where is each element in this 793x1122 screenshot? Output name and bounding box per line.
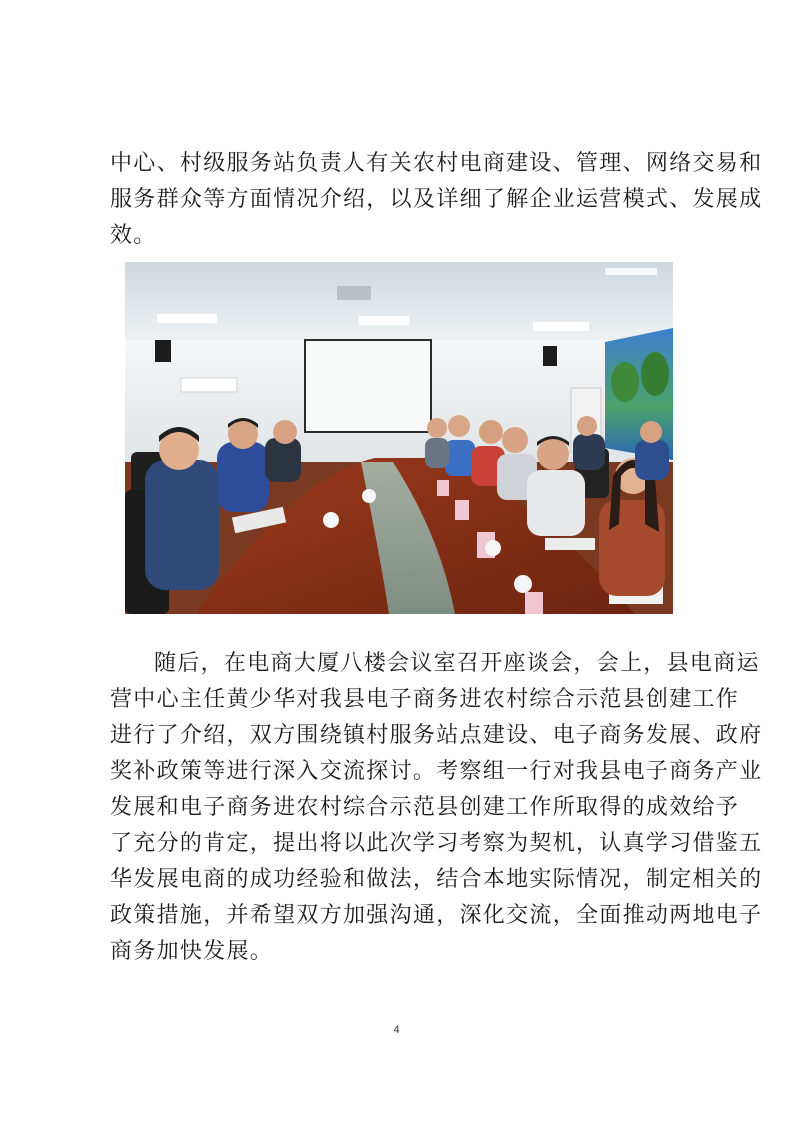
paragraph-line: 华发展电商的成功经验和做法，结合本地实际情况，制定相关的 — [110, 867, 763, 892]
page-number: 4 — [393, 1024, 400, 1036]
paragraph-line: 效。 — [110, 223, 157, 248]
projection-screen — [305, 340, 431, 432]
tea-cup — [514, 575, 532, 593]
meeting-room-illustration — [125, 262, 673, 614]
body-paragraph — [110, 646, 763, 970]
intro-paragraph — [110, 146, 763, 254]
paragraph-line: 随后，在电商大厦八楼会议室召开座谈会，会上，县电商运 — [154, 651, 760, 676]
speaker — [543, 346, 557, 366]
paragraph-line: 商务加快发展。 — [110, 939, 274, 964]
name-card — [455, 500, 469, 520]
paragraph-line: 进行了介绍，双方围绕镇村服务站点建设、电子商务发展、政府 — [110, 723, 763, 748]
paragraph-line: 发展和电子商务进农村综合示范县创建工作所取得的成效给予 — [110, 795, 740, 820]
meeting-photo — [125, 262, 673, 614]
tea-cup — [323, 512, 339, 528]
attendee — [425, 418, 449, 468]
ceiling-light — [359, 316, 409, 325]
paragraph-line: 了充分的肯定，提出将以此次学习考察为契机，认真学习借鉴五 — [110, 831, 763, 856]
paragraph-line: 服务群众等方面情况介绍，以及详细了解企业运营模式、发展成 — [110, 187, 763, 212]
name-card — [437, 480, 449, 496]
projector — [337, 286, 371, 300]
name-card — [525, 592, 543, 614]
ceiling-light — [157, 314, 217, 323]
tea-cup — [485, 540, 501, 556]
paragraph-line: 中心、村级服务站负责人有关农村电商建设、管理、网络交易和 — [110, 151, 763, 176]
paragraph-line: 营中心主任黄少华对我县电子商务进农村综合示范县创建工作 — [110, 687, 740, 712]
ceiling-light — [533, 322, 589, 331]
speaker — [155, 340, 171, 362]
paragraph-line: 奖补政策等进行深入交流探讨。考察组一行对我县电子商务产业 — [110, 759, 763, 784]
paragraph-line: 政策措施，并希望双方加强沟通，深化交流，全面推动两地电子 — [110, 903, 763, 928]
